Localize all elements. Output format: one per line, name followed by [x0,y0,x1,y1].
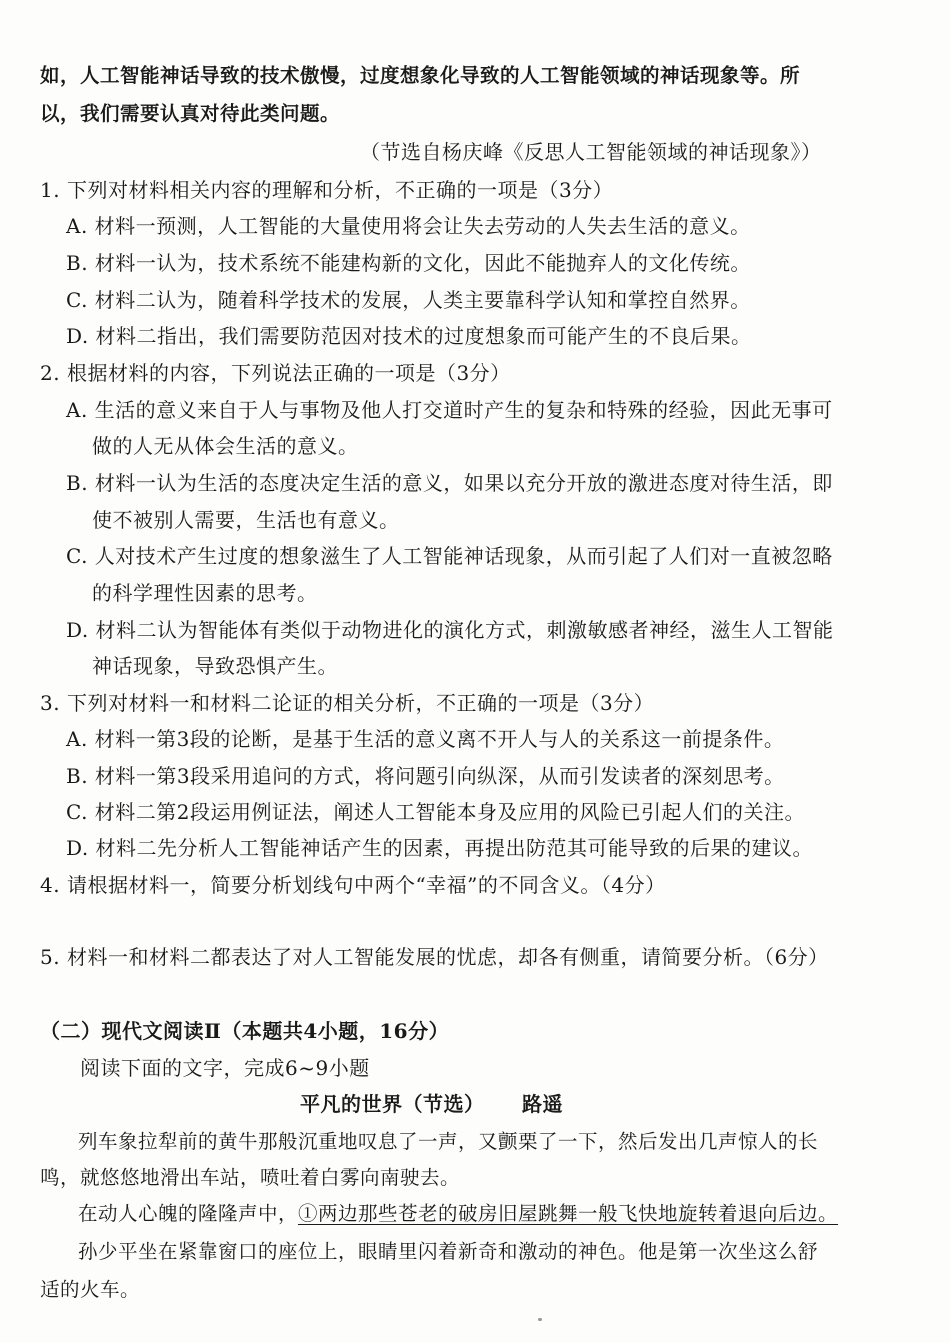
intro-line-1: 如，人工智能神话导致的技术傲慢，过度想象化导致的人工智能领域的神话现象等。所 [40,64,801,87]
q4-stem: 4. 请根据材料一，简要分析划线句中两个“幸福”的不同含义。（4分） [40,873,666,897]
q2-option-c-line-2: 的科学理性因素的思考。 [92,581,318,605]
passage-p1-line-2: 鸣，就悠悠地滑出车站，喷吐着白雾向南驶去。 [40,1166,461,1189]
intro-line-2: 以，我们需要认真对待此类问题。 [40,102,341,125]
q1-option-c: C. 材料二认为，随着科学技术的发展，人类主要靠科学认知和掌控自然界。 [66,288,751,312]
q2-option-a-line-2: 做的人无从体会生活的意义。 [92,434,359,458]
passage-p3-line-1: 孙少平坐在紧靠窗口的座位上，眼睛里闪着新奇和激动的神色。他是第一次坐这么舒 [78,1240,819,1263]
section-2-heading: （二）现代文阅读Ⅱ（本题共4小题，16分） [40,1019,450,1043]
section-2-instruction: 阅读下面的文字，完成6~9小题 [80,1056,370,1080]
q3-option-a: A. 材料一第3段的论断，是基于生活的意义离不开人与人的关系这一前提条件。 [66,727,785,751]
q3-option-c: C. 材料二第2段运用例证法，阐述人工智能本身及应用的风险已引起人们的关注。 [66,800,806,824]
q1-option-b: B. 材料一认为，技术系统不能建构新的文化，因此不能抛弃人的文化传统。 [66,251,751,275]
passage-p2-prefix: 在动人心魄的隆隆声中， [78,1202,299,1225]
q3-stem: 3. 下列对材料一和材料二论证的相关分析，不正确的一项是（3分） [40,691,655,715]
q1-option-a: A. 材料一预测，人工智能的大量使用将会让失去劳动的人失去生活的意义。 [66,214,751,238]
q2-option-d-line-1: D. 材料二认为智能体有类似于动物进化的演化方式，刺激敏感者神经，滋生人工智能 [66,618,834,642]
q1-option-d: D. 材料二指出，我们需要防范因对技术的过度想象而可能产生的不良后果。 [66,324,752,348]
q2-option-b-line-2: 使不被别人需要，生活也有意义。 [92,508,400,532]
q3-option-b: B. 材料一第3段采用追问的方式，将问题引向纵深，从而引发读者的深刻思考。 [66,764,785,788]
intro-source: （节选自杨庆峰《反思人工智能领域的神话现象》） [360,140,822,164]
q2-option-a-line-1: A. 生活的意义来自于人与事物及他人打交道时产生的复杂和特殊的经验，因此无事可 [66,398,833,422]
scan-speck [538,1318,542,1321]
q2-option-c-line-1: C. 人对技术产生过度的想象滋生了人工智能神话现象，从而引起了人们对一直被忽略 [66,544,833,568]
q2-option-d-line-2: 神话现象，导致恐惧产生。 [92,654,338,678]
q3-option-d: D. 材料二先分析人工智能神话产生的因素，再提出防范其可能导致的后果的建议。 [66,836,814,860]
underlined-sentence-1: ①两边那些苍老的破房旧屋跳舞一般飞快地旋转着退向后边。 [298,1202,839,1225]
passage-author: 路遥 [522,1092,563,1116]
q5-stem: 5. 材料一和材料二都表达了对人工智能发展的忧虑，却各有侧重，请简要分析。（6分） [40,945,829,969]
passage-p3-line-2: 适的火车。 [40,1278,141,1301]
passage-title: 平凡的世界（节选） [300,1092,485,1116]
q2-option-b-line-1: B. 材料一认为生活的态度决定生活的意义，如果以充分开放的激进态度对待生活，即 [66,471,833,495]
q2-stem: 2. 根据材料的内容，下列说法正确的一项是（3分） [40,361,511,385]
passage-p1-line-1: 列车象拉犁前的黄牛那般沉重地叹息了一声，又颤栗了一下，然后发出几声惊人的长 [78,1130,819,1153]
q1-stem: 1. 下列对材料相关内容的理解和分析，不正确的一项是（3分） [40,178,614,202]
passage-p2 [78,1200,838,1228]
